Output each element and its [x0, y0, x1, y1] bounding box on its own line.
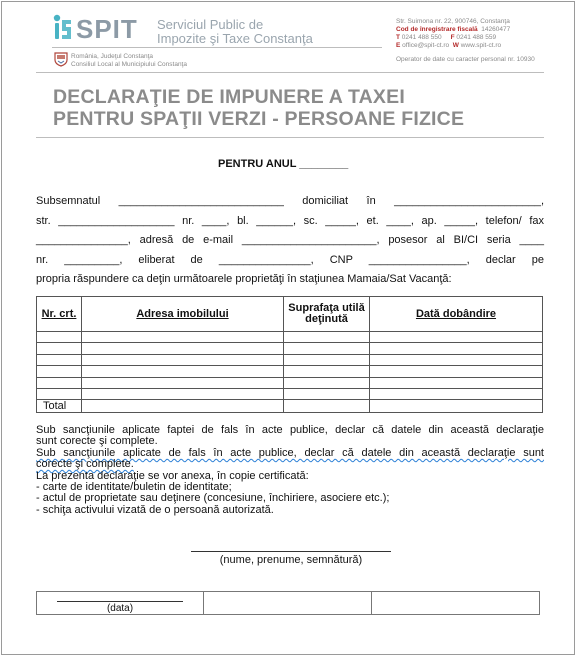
- county-line: România, Judeţul Constanţa: [71, 53, 154, 60]
- declarant-paragraph[interactable]: [36, 192, 544, 290]
- para-line: Subsemnatul ___________________________ domiciliat în ________________________,: [36, 195, 544, 207]
- table-cell[interactable]: [82, 354, 284, 365]
- table-cell[interactable]: [37, 388, 82, 399]
- table-cell[interactable]: [370, 343, 543, 354]
- phone-label: T: [396, 34, 400, 41]
- annex-item: - schiţa activului vizată de o persoană autorizată.: [36, 503, 274, 516]
- title-line1: DECLARAŢIE DE IMPUNERE A TAXEI: [53, 86, 405, 108]
- document-title: [53, 86, 464, 130]
- table-cell[interactable]: [37, 332, 82, 343]
- bottom-boxes: [36, 591, 540, 615]
- col-surface-header: Suprafaţa utilă deţinută: [284, 297, 370, 332]
- institution-line2: Impozite şi Taxe Constanţa: [157, 31, 313, 46]
- col-address-header: Adresa imobilului: [82, 297, 284, 332]
- coat-of-arms-icon: [53, 51, 69, 67]
- table-cell[interactable]: [370, 400, 543, 413]
- table-cell[interactable]: [370, 366, 543, 377]
- signature-field[interactable]: [188, 551, 394, 566]
- table-cell[interactable]: [284, 366, 370, 377]
- table-row: [37, 366, 543, 377]
- fax-label: F: [450, 34, 455, 41]
- email-label: E: [396, 42, 401, 49]
- title-rule: [36, 137, 544, 138]
- table-cell[interactable]: [82, 388, 284, 399]
- signature-label: (nume, prenume, semnătură): [219, 554, 363, 566]
- table-cell[interactable]: [284, 354, 370, 365]
- date-label: (data): [106, 603, 134, 614]
- total-label: Total: [37, 400, 82, 413]
- operator-number: Operator de date cu caracter personal nr. 10930: [396, 56, 535, 63]
- table-cell[interactable]: [370, 332, 543, 343]
- table-row: [37, 354, 543, 365]
- col-date-header: Dată dobândire: [370, 297, 543, 332]
- table-cell[interactable]: [82, 377, 284, 388]
- title-line2: PENTRU SPAŢII VERZI - PERSOANE FIZICE: [53, 108, 465, 130]
- contact-block: [396, 18, 535, 64]
- table-cell[interactable]: [37, 377, 82, 388]
- table-cell[interactable]: [284, 343, 370, 354]
- properties-table: [36, 296, 543, 413]
- address-text: Str. Suimona nr. 22, 900746, Constanţa: [396, 18, 510, 25]
- spit-logo-icon: [52, 14, 74, 42]
- table-total-row: [37, 400, 543, 413]
- table-cell[interactable]: [82, 332, 284, 343]
- email-address[interactable]: office@spit-ct.ro: [402, 42, 450, 49]
- fax-number: 0241 488 559: [456, 34, 497, 41]
- table-cell[interactable]: [370, 377, 543, 388]
- header-divider: [52, 47, 382, 48]
- declaration-line: Sub sancţiunile aplicate faptei de fals în acte publice, declar că datele din această declaraţie: [36, 424, 544, 436]
- annex-item: - actul de proprietate sau deţinere (concesiune, închiriere, asociere etc.);: [36, 492, 390, 505]
- date-line: [57, 601, 183, 602]
- phone-number: 0241 488 550: [401, 34, 442, 41]
- logo-text: SPIT: [76, 14, 138, 44]
- para-line: nr. _________, eliberat de _______________, CNP ________________, declar pe: [36, 253, 544, 266]
- website-link[interactable]: www.spit-ct.ro: [460, 42, 502, 49]
- bottom-box-right[interactable]: [372, 592, 540, 615]
- table-cell[interactable]: [370, 354, 543, 365]
- header-bottom-rule: [36, 72, 544, 73]
- para-line: propria răspundere ca deţin următoarele proprietăţi în staţiunea Mamaia/Sat Vacanţă:: [36, 273, 452, 286]
- declaration-line: Sub sancţiunile aplicate de fals în acte publice, declar că datele din această declaraţie sunt: [36, 446, 544, 459]
- table-row: [37, 388, 543, 399]
- fiscal-code: 14260477: [481, 26, 511, 33]
- table-cell[interactable]: [37, 343, 82, 354]
- table-row: [37, 332, 543, 343]
- date-box[interactable]: [37, 592, 204, 615]
- table-cell[interactable]: [284, 332, 370, 343]
- table-cell[interactable]: [82, 366, 284, 377]
- table-cell[interactable]: [37, 366, 82, 377]
- table-header-row: [37, 297, 543, 332]
- web-label: W: [452, 42, 459, 49]
- year-field[interactable]: PENTRU ANUL ________: [218, 158, 349, 170]
- table-cell[interactable]: [82, 400, 284, 413]
- table-cell[interactable]: [284, 377, 370, 388]
- signature-line: [191, 551, 391, 552]
- table-row: [37, 343, 543, 354]
- para-line: str. ___________________ nr. ____, bl. ______, sc. _____, et. ____, ap. _____, telefon/ fax: [36, 214, 544, 227]
- table-cell[interactable]: [82, 343, 284, 354]
- fiscal-code-label: Cod de înregistrare fiscală: [396, 26, 478, 33]
- declaration-line: corecte şi complete.: [36, 458, 134, 471]
- declaration-block: [36, 425, 544, 516]
- bottom-box-middle[interactable]: [204, 592, 372, 615]
- annex-intro: La prezenta declaraţie se vor anexa, în copie certificată:: [36, 469, 309, 482]
- para-line: _______________, adresă de e-mail ______________________, posesor al BI/CI seria ____: [36, 234, 544, 247]
- table-cell[interactable]: [37, 354, 82, 365]
- council-line: Consiliul Local al Municipiului Constanţa: [71, 61, 187, 68]
- annex-item: - carte de identitate/buletin de identitate;: [36, 481, 232, 494]
- council-info: [71, 53, 187, 69]
- col-nr-header: Nr. crt.: [37, 297, 82, 332]
- declaration-line: sunt corecte şi complete.: [36, 435, 158, 448]
- table-cell[interactable]: [284, 388, 370, 399]
- institution-name: [157, 18, 313, 46]
- table-cell[interactable]: [370, 388, 543, 399]
- table-row: [37, 377, 543, 388]
- table-cell[interactable]: [284, 400, 370, 413]
- institution-line1: Serviciul Public de: [157, 17, 264, 32]
